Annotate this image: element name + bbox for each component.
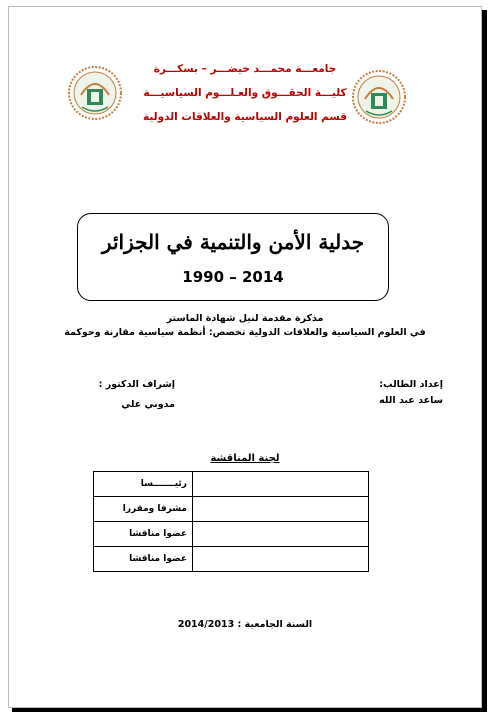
committee-role: عضوا مناقشا bbox=[94, 522, 193, 547]
table-row bbox=[94, 497, 369, 522]
thesis-title: جدلية الأمن والتنمية في الجزائر bbox=[101, 230, 365, 254]
committee-role: مشرفا ومقررا bbox=[94, 497, 193, 522]
title-box bbox=[77, 213, 389, 301]
university-name: جامعـــة محمـــد خيضـــر – بسكـــرة bbox=[153, 63, 337, 75]
memo-purpose: مذكرة مقدمة لنيل شهادة الماستر bbox=[166, 313, 324, 324]
document-page bbox=[8, 6, 482, 708]
committee-role: عضوا مناقشا bbox=[94, 547, 193, 572]
academic-year: السنة الجامعية : 2014/2013 bbox=[177, 619, 313, 630]
committee-title: لجنة المناقشة bbox=[210, 453, 280, 464]
memo-specialty: في العلوم السياسية والعلاقات الدولية تخصص: أنظمة سياسية مقارنة وحوكمة bbox=[64, 327, 426, 338]
department-name: قسم العلوم السياسية والعلاقات الدولية bbox=[143, 111, 347, 123]
table-row bbox=[94, 472, 369, 497]
committee-member-name bbox=[193, 497, 369, 522]
committee-table bbox=[93, 471, 369, 572]
committee-member-name bbox=[193, 522, 369, 547]
table-row bbox=[94, 547, 369, 572]
university-seal-icon bbox=[351, 69, 407, 125]
faculty-name: كليـــة الحقـــوق والعـلـــوم السياسيـــة bbox=[143, 87, 347, 99]
committee-role: رئيـــــــسا bbox=[94, 472, 193, 497]
committee-member-name bbox=[193, 472, 369, 497]
supervisor-name: مدوني علي bbox=[121, 399, 175, 410]
table-row bbox=[94, 522, 369, 547]
university-seal-icon bbox=[67, 65, 123, 121]
student-name: ساعد عبد الله bbox=[379, 395, 443, 406]
thesis-period: 1990 – 2014 bbox=[182, 268, 284, 286]
supervisor-label: إشراف الدكتور : bbox=[98, 379, 175, 390]
student-label: إعداد الطالب: bbox=[379, 379, 443, 390]
committee-member-name bbox=[193, 547, 369, 572]
